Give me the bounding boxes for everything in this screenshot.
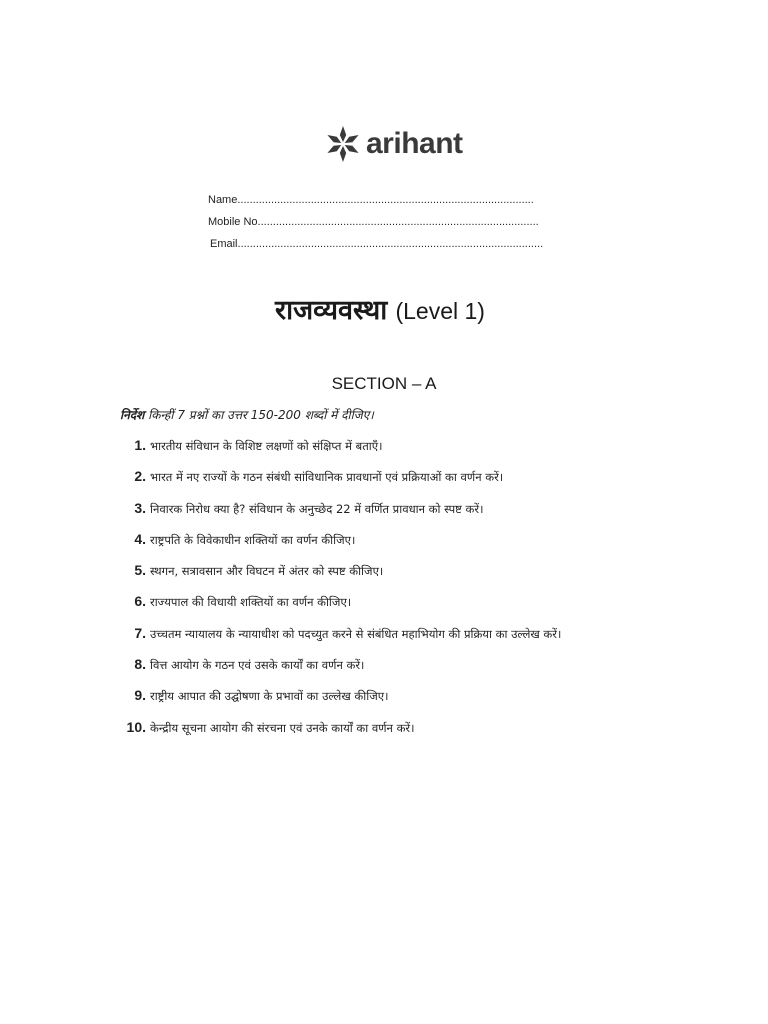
question-number: 4. bbox=[134, 530, 146, 547]
question-number: 5. bbox=[134, 562, 146, 579]
question-number: 8. bbox=[134, 656, 146, 673]
name-blank: ................................................................................................. bbox=[237, 194, 534, 206]
question-list bbox=[122, 437, 742, 750]
instruction-label: निर्देश bbox=[120, 408, 145, 422]
question-text: स्थगन, सत्रावसान और विघटन में अंतर को स्पष्ट कीजिए। bbox=[150, 564, 384, 579]
question-item bbox=[122, 500, 742, 531]
question-text: निवारक निरोध क्या है? संविधान के अनुच्छेद 22 में वर्णित प्रावधान को स्पष्ट करें। bbox=[150, 501, 484, 516]
question-number: 6. bbox=[134, 593, 146, 610]
mobile-blank: ........................................................................................... bbox=[260, 216, 539, 228]
flower-star-icon bbox=[326, 124, 360, 164]
question-text: उच्चतम न्यायालय के न्यायाधीश को पदच्युत करने से संबंधित महाभियोग की प्रक्रिया का उल्लेख करें। bbox=[150, 626, 562, 641]
question-number: 1. bbox=[134, 437, 146, 453]
question-item bbox=[122, 437, 742, 468]
page-title bbox=[0, 290, 760, 327]
mobile-label: Mobile No. bbox=[208, 216, 261, 228]
question-text: राज्यपाल की विधायी शक्तियों का वर्णन कीजिए। bbox=[150, 595, 352, 610]
question-item bbox=[122, 593, 742, 624]
email-blank: .................................................................................................... bbox=[237, 238, 544, 250]
email-field bbox=[208, 238, 568, 260]
question-number: 2. bbox=[134, 468, 146, 485]
question-text: वित्त आयोग के गठन एवं उसके कार्यों का वर्णन करें। bbox=[150, 658, 365, 673]
email-label: Email bbox=[210, 238, 238, 250]
question-text: केन्द्रीय सूचना आयोग की संरचना एवं उनके कार्यों का वर्णन करें। bbox=[150, 720, 415, 735]
question-item bbox=[122, 562, 742, 593]
question-text: राष्ट्रपति के विवेकाधीन शक्तियों का वर्णन कीजिए। bbox=[150, 532, 356, 547]
question-text: भारत में नए राज्यों के गठन संबंधी सांविधानिक प्रावधानों एवं प्रक्रियाओं का वर्णन करें। bbox=[150, 470, 504, 485]
title-level: (Level 1) bbox=[395, 298, 485, 324]
name-label: Name bbox=[208, 194, 238, 206]
question-item bbox=[122, 719, 742, 750]
question-item bbox=[122, 687, 742, 718]
question-text: राष्ट्रीय आपात की उद्घोषणा के प्रभावों का उल्लेख कीजिए। bbox=[150, 689, 389, 704]
section-heading: SECTION – A bbox=[331, 374, 437, 393]
question-number: 3. bbox=[134, 499, 146, 516]
student-details bbox=[208, 194, 568, 260]
question-item bbox=[122, 531, 742, 562]
instruction bbox=[120, 406, 374, 423]
instruction-text: किन्हीं 7 प्रश्नों का उत्तर 150-200 शब्दों में दीजिए। bbox=[148, 408, 374, 422]
question-item bbox=[122, 656, 742, 687]
question-text: भारतीय संविधान के विशिष्ट लक्षणों को संक्षिप्त में बताएँ। bbox=[150, 439, 383, 453]
brand-logo bbox=[326, 124, 463, 164]
question-number: 10. bbox=[126, 718, 146, 735]
question-item bbox=[122, 468, 742, 499]
question-item bbox=[122, 625, 742, 656]
brand-name: arihant bbox=[366, 127, 463, 160]
name-field bbox=[208, 194, 568, 216]
question-number: 9. bbox=[134, 687, 146, 704]
title-hindi: राजव्यवस्था bbox=[275, 295, 388, 326]
question-number: 7. bbox=[134, 624, 146, 641]
mobile-field bbox=[208, 216, 568, 238]
